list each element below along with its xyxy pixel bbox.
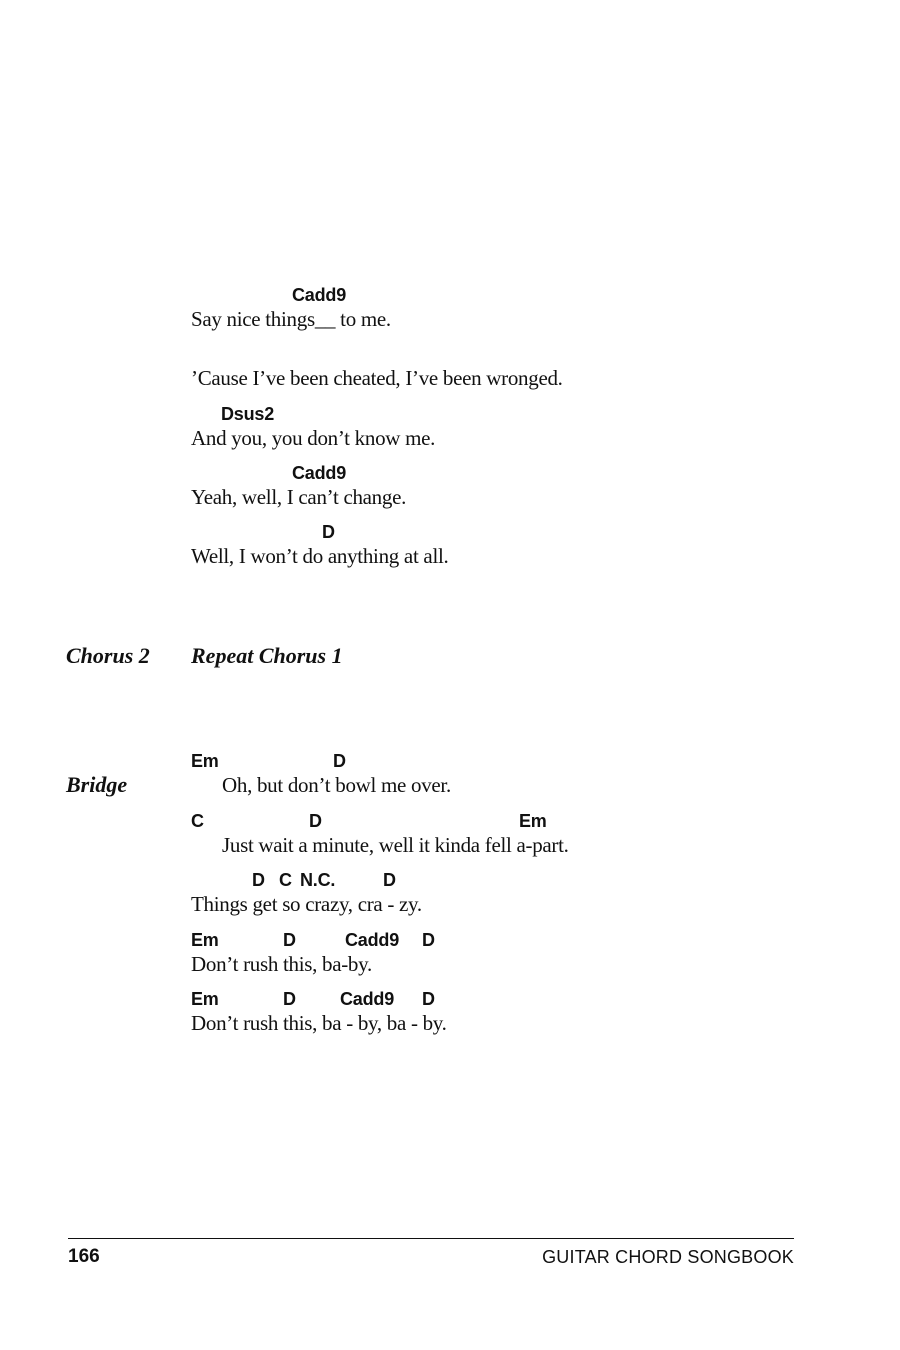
lyric-line: Don’t rush this, ba-by. — [191, 952, 372, 976]
lyric-line: Say nice things__ to me. — [191, 307, 391, 331]
lyric-line: Yeah, well, I can’t change. — [191, 485, 407, 509]
chord: C — [191, 811, 204, 831]
lyric-line: And you, you don’t know me. — [191, 426, 436, 450]
chord: D — [422, 989, 435, 1009]
chord: C — [279, 870, 292, 890]
chord: Cadd9 — [345, 930, 400, 950]
page-number: 166 — [68, 1246, 100, 1267]
chord: Em — [191, 930, 219, 950]
lyric-line: Just wait a minute, well it kinda fell a-part. — [222, 833, 569, 857]
lyric-line: Things get so crazy, cra - zy. — [191, 892, 422, 916]
chord: Dsus2 — [221, 404, 275, 424]
chord: D — [322, 522, 335, 542]
chord: D — [383, 870, 396, 890]
footer-rule — [68, 1238, 794, 1239]
repeat-instruction: Repeat Chorus 1 — [191, 643, 343, 668]
book-title: GUITAR CHORD SONGBOOK — [542, 1247, 794, 1267]
chord: Cadd9 — [340, 989, 395, 1009]
section-label-chorus-2: Chorus 2 — [66, 643, 150, 668]
chord: D — [283, 989, 296, 1009]
chord: Em — [519, 811, 547, 831]
chord: Cadd9 — [292, 463, 347, 483]
chord: Em — [191, 989, 219, 1009]
lyric-line: Oh, but don’t bowl me over. — [222, 773, 451, 797]
chord: D — [309, 811, 322, 831]
chord: Em — [191, 751, 219, 771]
chord: Cadd9 — [292, 285, 347, 305]
lyric-line: Well, I won’t do anything at all. — [191, 544, 449, 568]
chord: D — [333, 751, 346, 771]
chord: D — [252, 870, 265, 890]
chord: D — [283, 930, 296, 950]
chord: D — [422, 930, 435, 950]
section-label-bridge: Bridge — [66, 772, 128, 797]
lyric-line: Don’t rush this, ba - by, ba - by. — [191, 1011, 447, 1035]
lyric-line: ’Cause I’ve been cheated, I’ve been wronged. — [191, 366, 563, 390]
chord: N.C. — [300, 870, 336, 890]
